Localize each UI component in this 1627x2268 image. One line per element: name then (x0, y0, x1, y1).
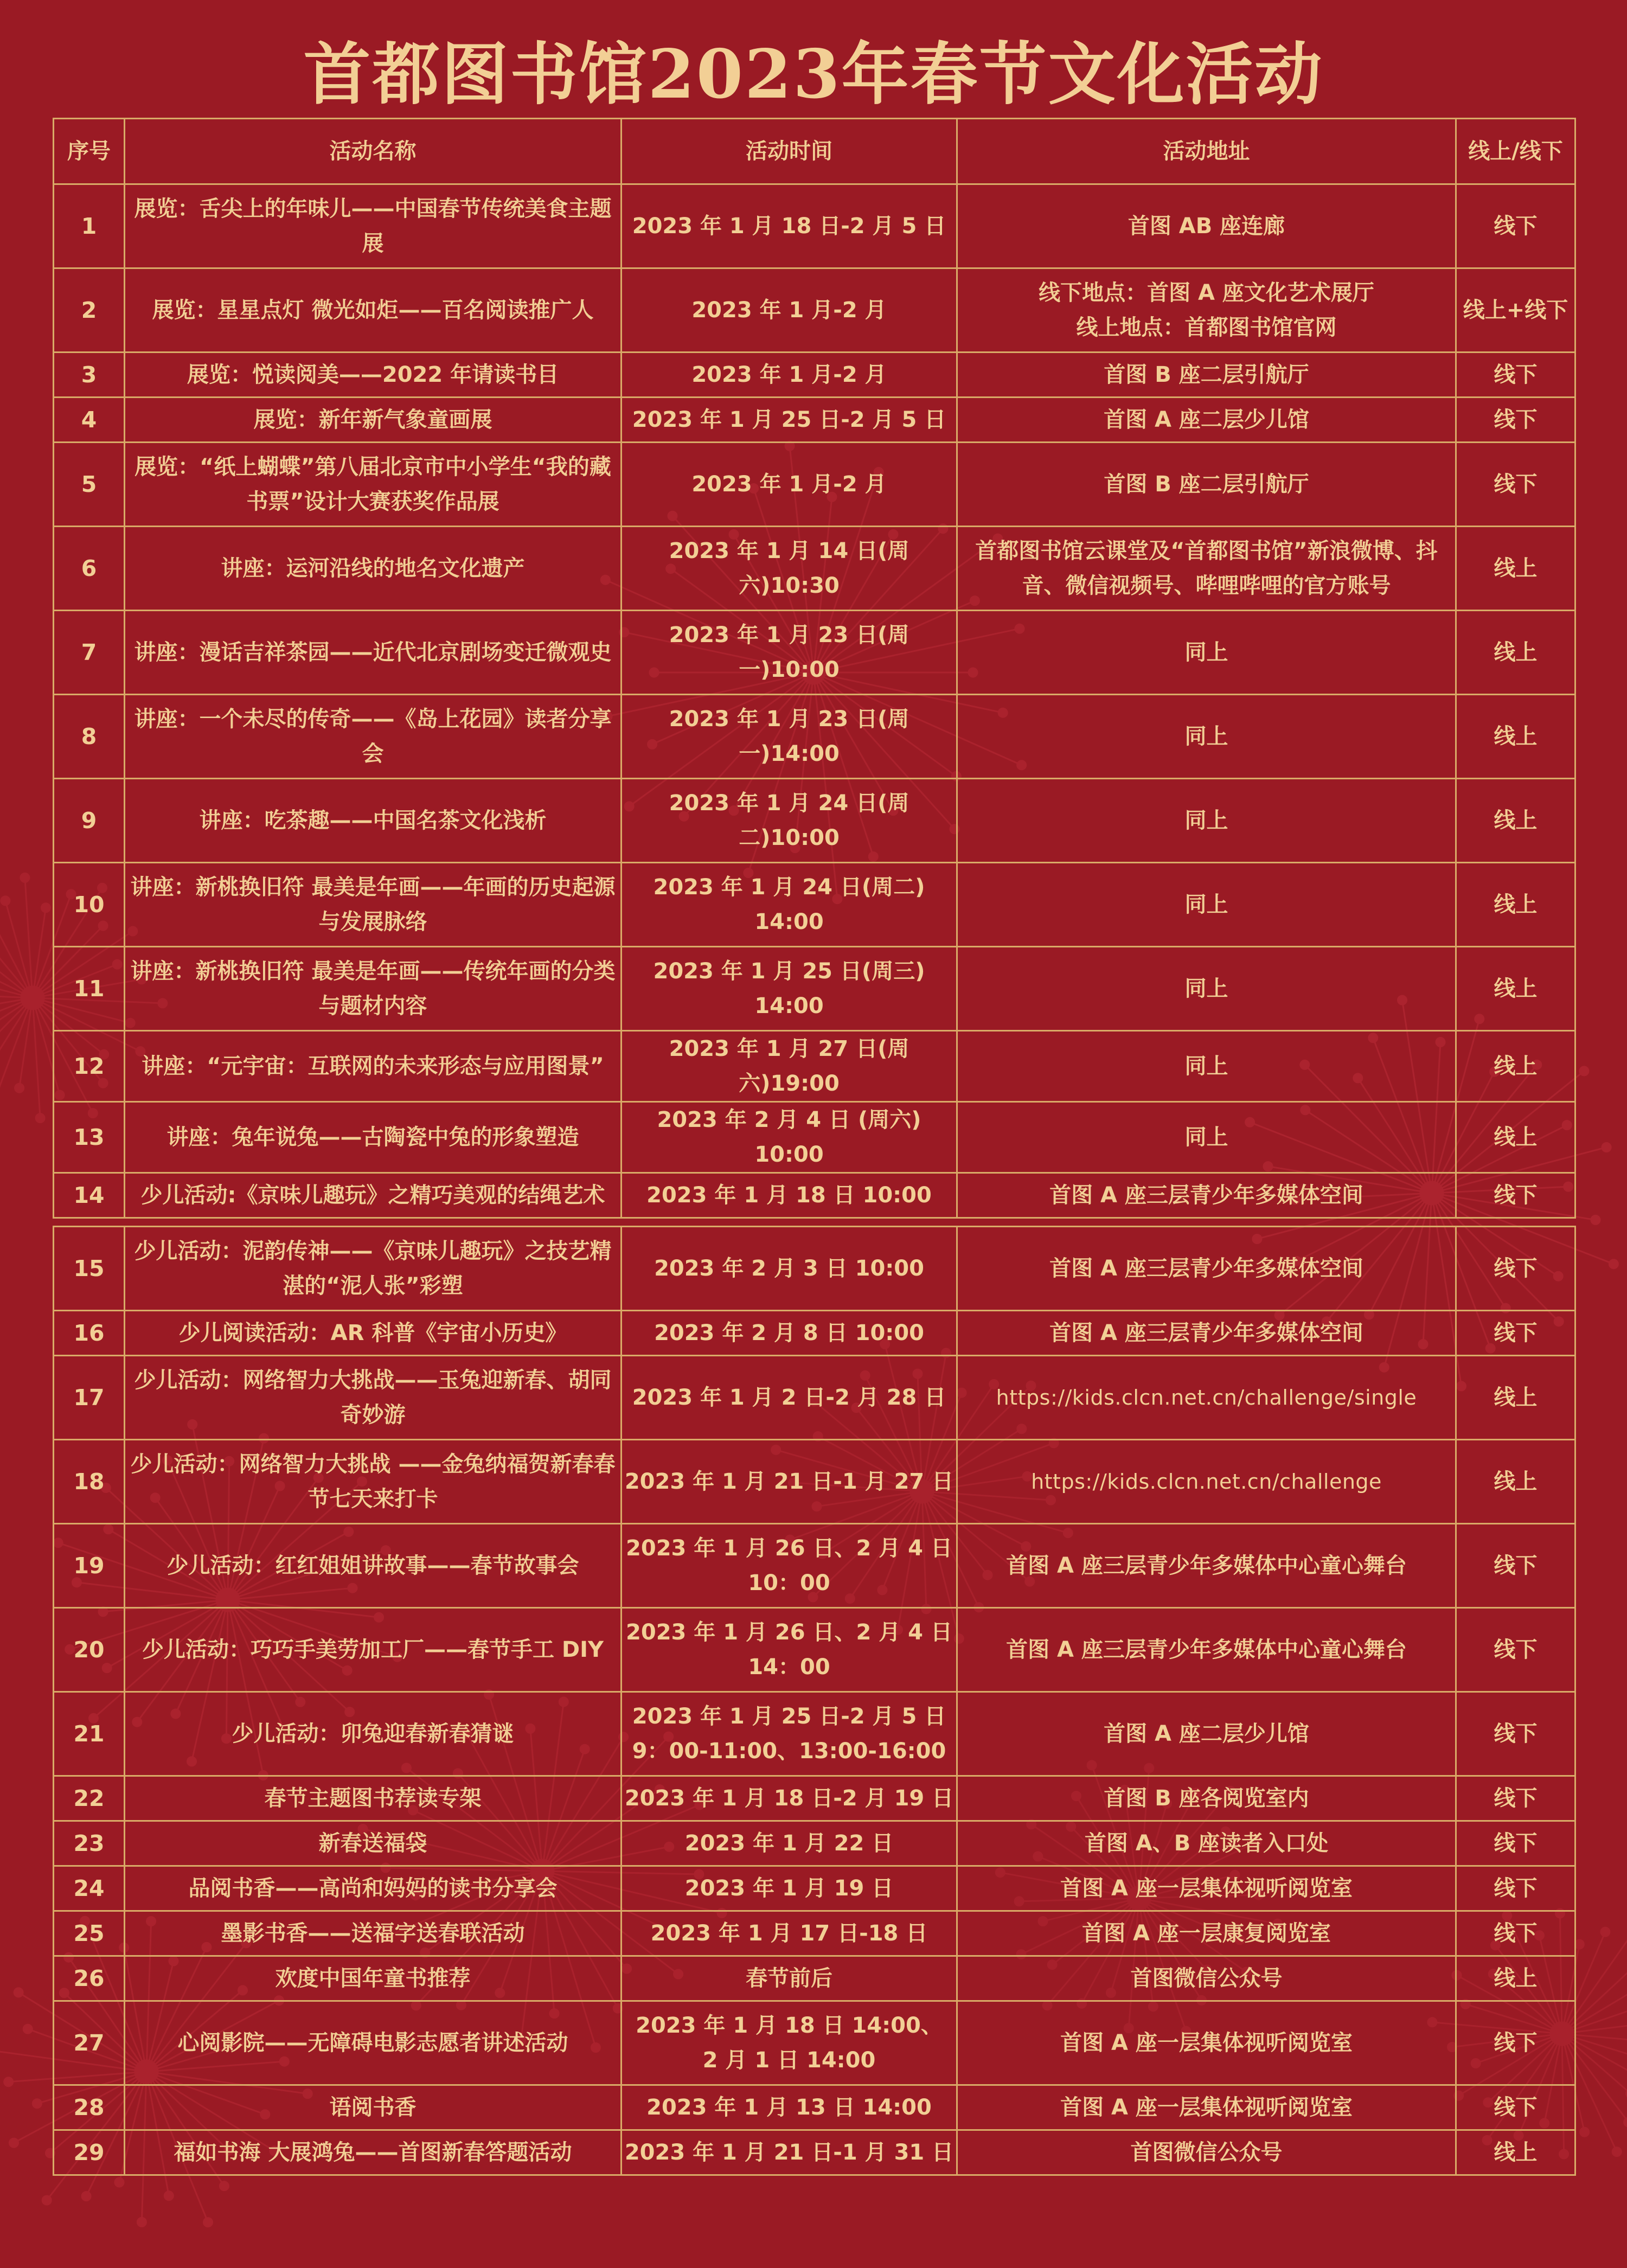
row-name: 展览：“纸上蝴蝶”第八届北京市中小学生“我的藏书票”设计大赛获奖作品展 (125, 443, 622, 527)
row-time: 2023 年 2 月 8 日 10:00 (622, 1311, 957, 1356)
row-name: 讲座：运河沿线的地名文化遗产 (125, 527, 622, 611)
row-place: 首都图书馆云课堂及“首都图书馆”新浪微博、抖音、微信视频号、哔哩哔哩的官方账号 (957, 527, 1456, 611)
row-place: 首图 A 座一层集体视听阅览室 (957, 2085, 1456, 2130)
row-place: 同上 (957, 779, 1456, 863)
row-seq: 27 (54, 2001, 125, 2085)
table-row (54, 947, 1575, 1031)
row-seq: 14 (54, 1173, 125, 1218)
table-row (54, 2001, 1575, 2085)
table-row (54, 443, 1575, 527)
row-name: 讲座：漫话吉祥茶园——近代北京剧场变迁微观史 (125, 611, 622, 695)
table-row (54, 268, 1575, 353)
row-mode: 线下 (1456, 353, 1575, 398)
row-seq: 21 (54, 1692, 125, 1776)
table-body (54, 184, 1575, 2175)
row-name: 心阅影院——无障碍电影志愿者讲述活动 (125, 2001, 622, 2085)
table-row (54, 1173, 1575, 1218)
row-seq: 19 (54, 1524, 125, 1608)
row-time: 2023 年 1 月 24 日(周二)10:00 (622, 779, 957, 863)
row-name: 少儿活动：卯兔迎春新春猜谜 (125, 1692, 622, 1776)
row-place: 首图 A、B 座读者入口处 (957, 1821, 1456, 1866)
row-name: 展览：星星点灯 微光如炬——百名阅读推广人 (125, 268, 622, 353)
row-place: https://kids.clcn.net.cn/challenge (957, 1440, 1456, 1524)
row-time: 2023 年 1 月 21 日-1 月 27 日 (622, 1440, 957, 1524)
row-name: 少儿活动:《京味儿趣玩》之精巧美观的结绳艺术 (125, 1173, 622, 1218)
row-name: 讲座：新桃换旧符 最美是年画——年画的历史起源与发展脉络 (125, 863, 622, 947)
row-seq: 10 (54, 863, 125, 947)
table-row (54, 1866, 1575, 1911)
row-place: 首图 A 座一层集体视听阅览室 (957, 1866, 1456, 1911)
row-place: 首图 B 座各阅览室内 (957, 1776, 1456, 1821)
row-name: 新春送福袋 (125, 1821, 622, 1866)
row-mode: 线下 (1456, 1227, 1575, 1311)
row-time: 2023 年 1 月 25 日(周三) 14:00 (622, 947, 957, 1031)
row-seq: 16 (54, 1311, 125, 1356)
table-row (54, 1911, 1575, 1956)
row-place: 首图 A 座三层青少年多媒体中心童心舞台 (957, 1524, 1456, 1608)
row-place: 首图 A 座二层少儿馆 (957, 1692, 1456, 1776)
row-time: 2023 年 1 月 23 日(周一)10:00 (622, 611, 957, 695)
row-mode: 线下 (1456, 2085, 1575, 2130)
row-mode: 线下 (1456, 1776, 1575, 1821)
header-mode: 线上/线下 (1456, 119, 1575, 184)
row-name: 欢度中国年童书推荐 (125, 1956, 622, 2001)
row-seq: 28 (54, 2085, 125, 2130)
table-row (54, 1821, 1575, 1866)
row-seq: 22 (54, 1776, 125, 1821)
row-mode: 线上 (1456, 863, 1575, 947)
row-time: 2023 年 1 月 19 日 (622, 1866, 957, 1911)
row-mode: 线下 (1456, 1173, 1575, 1218)
row-place: 首图 B 座二层引航厅 (957, 443, 1456, 527)
row-mode: 线上 (1456, 1440, 1575, 1524)
table-gap-cell (54, 1218, 1575, 1227)
row-place: 同上 (957, 947, 1456, 1031)
table-row (54, 779, 1575, 863)
row-place: 首图 B 座二层引航厅 (957, 353, 1456, 398)
table-row (54, 863, 1575, 947)
row-name: 少儿活动：网络智力大挑战——玉兔迎新春、胡同奇妙游 (125, 1356, 622, 1440)
row-seq: 29 (54, 2130, 125, 2175)
table-row (54, 611, 1575, 695)
row-place: 同上 (957, 611, 1456, 695)
row-name: 少儿活动：巧巧手美劳加工厂——春节手工 DIY (125, 1608, 622, 1692)
row-time: 2023 年 1 月 21 日-1 月 31 日 (622, 2130, 957, 2175)
row-mode: 线上 (1456, 695, 1575, 779)
table-header-row (54, 119, 1575, 184)
row-mode: 线上+线下 (1456, 268, 1575, 353)
row-seq: 1 (54, 184, 125, 268)
row-time: 2023 年 1 月 13 日 14:00 (622, 2085, 957, 2130)
row-place: 同上 (957, 1102, 1456, 1173)
table-row (54, 1608, 1575, 1692)
row-seq: 25 (54, 1911, 125, 1956)
table-row (54, 695, 1575, 779)
row-mode: 线下 (1456, 1911, 1575, 1956)
row-name: 展览：舌尖上的年味儿——中国春节传统美食主题展 (125, 184, 622, 268)
row-seq: 18 (54, 1440, 125, 1524)
table-row (54, 1524, 1575, 1608)
row-place: 首图 A 座二层少儿馆 (957, 398, 1456, 443)
row-time: 2023 年 1 月 26 日、2 月 4 日 14：00 (622, 1608, 957, 1692)
table-row (54, 1227, 1575, 1311)
header-name: 活动名称 (125, 119, 622, 184)
row-name: 少儿活动：网络智力大挑战 ——金兔纳福贺新春春节七天来打卡 (125, 1440, 622, 1524)
row-mode: 线下 (1456, 398, 1575, 443)
row-time: 2023 年 1 月 2 日-2 月 28 日 (622, 1356, 957, 1440)
row-name: 讲座：新桃换旧符 最美是年画——传统年画的分类与题材内容 (125, 947, 622, 1031)
table-row (54, 1692, 1575, 1776)
row-time: 2023 年 1 月-2 月 (622, 268, 957, 353)
row-time: 2023 年 1 月 18 日-2 月 19 日 (622, 1776, 957, 1821)
row-place: 线下地点：首图 A 座文化艺术展厅 线上地点：首都图书馆官网 (957, 268, 1456, 353)
row-seq: 9 (54, 779, 125, 863)
row-seq: 15 (54, 1227, 125, 1311)
table-row (54, 353, 1575, 398)
row-place: 首图 A 座一层集体视听阅览室 (957, 2001, 1456, 2085)
row-mode: 线下 (1456, 1866, 1575, 1911)
row-time: 2023 年 1 月 14 日(周六)10:30 (622, 527, 957, 611)
row-mode: 线上 (1456, 947, 1575, 1031)
row-seq: 5 (54, 443, 125, 527)
row-place: 首图 A 座三层青少年多媒体空间 (957, 1173, 1456, 1218)
table-row (54, 527, 1575, 611)
page-title: 首都图书馆2023年春节文化活动 (303, 35, 1324, 114)
row-mode: 线上 (1456, 1031, 1575, 1102)
row-seq: 3 (54, 353, 125, 398)
row-time: 2023 年 1 月-2 月 (622, 353, 957, 398)
row-time: 2023 年 1 月 18 日-2 月 5 日 (622, 184, 957, 268)
header-seq: 序号 (54, 119, 125, 184)
row-seq: 17 (54, 1356, 125, 1440)
row-mode: 线上 (1456, 527, 1575, 611)
activity-table (53, 118, 1576, 2176)
row-name: 讲座：“元宇宙：互联网的未来形态与应用图景” (125, 1031, 622, 1102)
table-row (54, 1356, 1575, 1440)
row-place: 同上 (957, 1031, 1456, 1102)
row-mode: 线上 (1456, 1102, 1575, 1173)
row-mode: 线下 (1456, 1821, 1575, 1866)
row-seq: 7 (54, 611, 125, 695)
table-gap (54, 1218, 1575, 1227)
row-seq: 24 (54, 1866, 125, 1911)
row-seq: 4 (54, 398, 125, 443)
table-row (54, 1311, 1575, 1356)
row-place: 首图 A 座一层康复阅览室 (957, 1911, 1456, 1956)
row-place: 首图 A 座三层青少年多媒体空间 (957, 1311, 1456, 1356)
table-row (54, 1956, 1575, 2001)
row-mode: 线上 (1456, 779, 1575, 863)
row-time: 2023 年 1 月 22 日 (622, 1821, 957, 1866)
row-place: 首图 A 座三层青少年多媒体空间 (957, 1227, 1456, 1311)
row-time: 2023 年 2 月 3 日 10:00 (622, 1227, 957, 1311)
row-seq: 6 (54, 527, 125, 611)
table-row (54, 1776, 1575, 1821)
row-time: 2023 年 1 月 26 日、2 月 4 日 10：00 (622, 1524, 957, 1608)
row-seq: 8 (54, 695, 125, 779)
row-time: 2023 年 2 月 4 日 (周六) 10:00 (622, 1102, 957, 1173)
row-time: 2023 年 1 月 24 日(周二) 14:00 (622, 863, 957, 947)
row-mode: 线下 (1456, 184, 1575, 268)
row-mode: 线下 (1456, 1692, 1575, 1776)
row-name: 少儿活动：泥韵传神——《京味儿趣玩》之技艺精湛的“泥人张”彩塑 (125, 1227, 622, 1311)
table-row (54, 184, 1575, 268)
table-row (54, 1440, 1575, 1524)
table-row (54, 2130, 1575, 2175)
row-seq: 20 (54, 1608, 125, 1692)
row-name: 春节主题图书荐读专架 (125, 1776, 622, 1821)
row-place: 同上 (957, 695, 1456, 779)
row-name: 讲座：一个未尽的传奇——《岛上花园》读者分享会 (125, 695, 622, 779)
row-time: 2023 年 1 月 17 日-18 日 (622, 1911, 957, 1956)
row-name: 讲座：兔年说兔——古陶瓷中兔的形象塑造 (125, 1102, 622, 1173)
row-mode: 线下 (1456, 2001, 1575, 2085)
table-row (54, 2085, 1575, 2130)
row-seq: 2 (54, 268, 125, 353)
row-time: 2023 年 1 月 23 日(周一)14:00 (622, 695, 957, 779)
row-mode: 线下 (1456, 1524, 1575, 1608)
row-place: 首图微信公众号 (957, 2130, 1456, 2175)
row-time: 2023 年 1 月 25 日-2 月 5 日 (622, 398, 957, 443)
row-time: 春节前后 (622, 1956, 957, 2001)
row-name: 展览：悦读阅美——2022 年请读书目 (125, 353, 622, 398)
row-seq: 23 (54, 1821, 125, 1866)
row-time: 2023 年 1 月 18 日 10:00 (622, 1173, 957, 1218)
row-seq: 11 (54, 947, 125, 1031)
row-name: 少儿活动：红红姐姐讲故事——春节故事会 (125, 1524, 622, 1608)
header-place: 活动地址 (957, 119, 1456, 184)
row-name: 展览：新年新气象童画展 (125, 398, 622, 443)
row-name: 墨影书香——送福字送春联活动 (125, 1911, 622, 1956)
row-mode: 线下 (1456, 1311, 1575, 1356)
row-mode: 线上 (1456, 1956, 1575, 2001)
row-place: 首图微信公众号 (957, 1956, 1456, 2001)
row-name: 少儿阅读活动：AR 科普《宇宙小历史》 (125, 1311, 622, 1356)
table-row (54, 398, 1575, 443)
row-seq: 12 (54, 1031, 125, 1102)
row-name: 讲座：吃茶趣——中国名茶文化浅析 (125, 779, 622, 863)
row-time: 2023 年 1 月 27 日(周六)19:00 (622, 1031, 957, 1102)
row-seq: 13 (54, 1102, 125, 1173)
row-place: 首图 A 座三层青少年多媒体中心童心舞台 (957, 1608, 1456, 1692)
row-mode: 线下 (1456, 443, 1575, 527)
row-time: 2023 年 1 月 25 日-2 月 5 日 9：00-11:00、13:00-16:00 (622, 1692, 957, 1776)
row-place: 首图 AB 座连廊 (957, 184, 1456, 268)
row-mode: 线上 (1456, 1356, 1575, 1440)
row-time: 2023 年 1 月 18 日 14:00、 2 月 1 日 14:00 (622, 2001, 957, 2085)
row-name: 语阅书香 (125, 2085, 622, 2130)
row-name: 福如书海 大展鸿兔——首图新春答题活动 (125, 2130, 622, 2175)
table-row (54, 1031, 1575, 1102)
row-place: https://kids.clcn.net.cn/challenge/single (957, 1356, 1456, 1440)
row-time: 2023 年 1 月-2 月 (622, 443, 957, 527)
table-row (54, 1102, 1575, 1173)
row-mode: 线上 (1456, 611, 1575, 695)
header-time: 活动时间 (622, 119, 957, 184)
row-name: 品阅书香——高尚和妈妈的读书分享会 (125, 1866, 622, 1911)
row-seq: 26 (54, 1956, 125, 2001)
row-place: 同上 (957, 863, 1456, 947)
row-mode: 线下 (1456, 1608, 1575, 1692)
row-mode: 线上 (1456, 2130, 1575, 2175)
